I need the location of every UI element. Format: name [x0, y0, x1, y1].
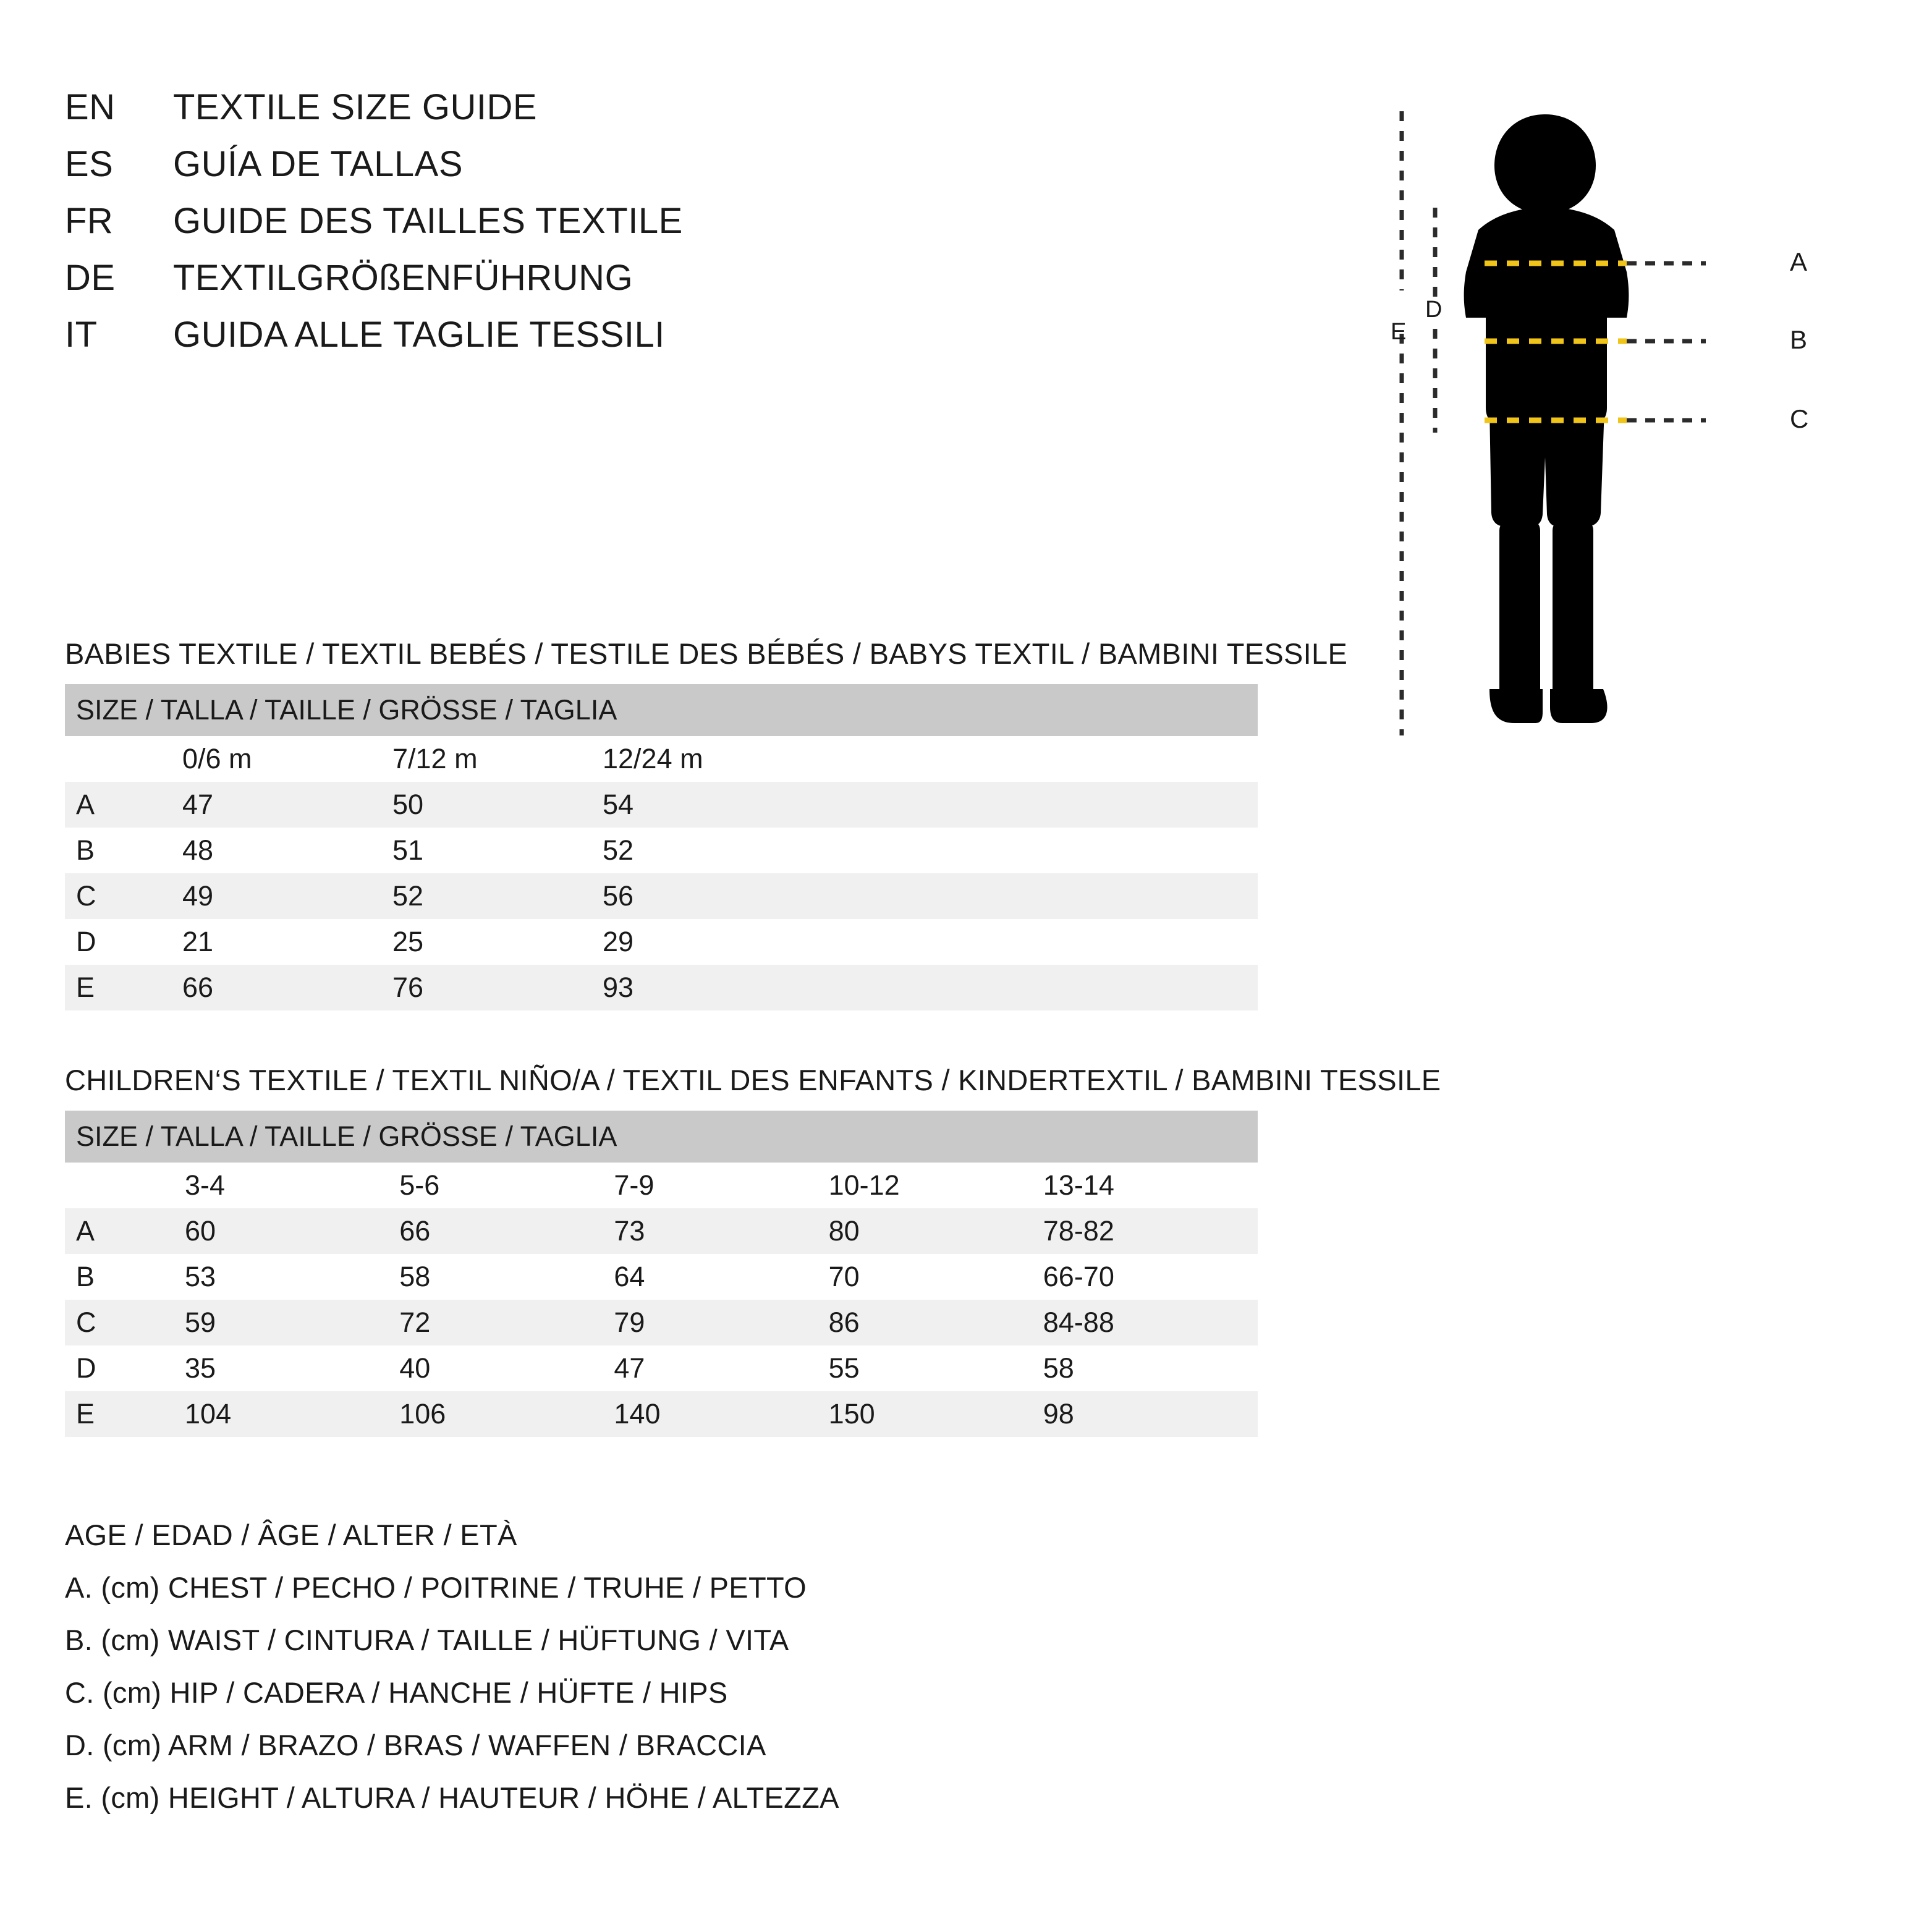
cell-value: 54: [603, 782, 813, 828]
babies-size-table: [65, 684, 1258, 1010]
column-header: 5-6: [399, 1163, 614, 1208]
row-label: B: [65, 828, 182, 873]
figure-label-c: C: [1790, 404, 1809, 433]
legend-waist: B. (cm) WAIST / CINTURA / TAILLE / HÜFTUNG / VITA: [65, 1624, 789, 1656]
spacer-cell: [813, 782, 1258, 828]
babies-section-title: BABIES TEXTILE / TEXTIL BEBÉS / TESTILE DES BÉBÉS / BABYS TEXTIL / BAMBINI TESSILE: [65, 637, 1348, 670]
table-column-header-row: [65, 1163, 1258, 1208]
table-row: [65, 1300, 1258, 1345]
figure-label-d: D: [1425, 297, 1443, 323]
legend-hip: C. (cm) HIP / CADERA / HANCHE / HÜFTE / HIPS: [65, 1676, 728, 1709]
figure-label-e: E: [1391, 319, 1407, 345]
cell-value: 55: [829, 1345, 1043, 1391]
cell-value: 66: [182, 965, 392, 1010]
cell-value: 79: [614, 1300, 828, 1345]
children-section-title: CHILDREN‘S TEXTILE / TEXTIL NIÑO/A / TEXTIL DES ENFANTS / KINDERTEXTIL / BAMBINI TESSILE: [65, 1064, 1441, 1096]
legend-age: AGE / EDAD / ÂGE / ALTER / ETÀ: [65, 1519, 517, 1551]
language-code: ES: [65, 144, 114, 184]
language-title: GUIDE DES TAILLES TEXTILE: [173, 201, 683, 241]
language-title: TEXTILE SIZE GUIDE: [173, 87, 538, 127]
row-label: E: [65, 1391, 185, 1437]
cell-value: 51: [392, 828, 603, 873]
language-row-es: [65, 143, 1239, 200]
table-header-band: [65, 684, 1258, 736]
cell-value: 93: [603, 965, 813, 1010]
row-label: C: [65, 1300, 185, 1345]
table-row: [65, 873, 1258, 919]
table-column-header-row: [65, 736, 1258, 782]
figure-label-b: B: [1790, 325, 1808, 354]
legend-chest: A. (cm) CHEST / PECHO / POITRINE / TRUHE / PETTO: [65, 1571, 807, 1604]
language-row-en: [65, 87, 1239, 143]
cell-value: 47: [614, 1345, 828, 1391]
cell-value: 58: [399, 1254, 614, 1300]
row-label: E: [65, 965, 182, 1010]
cell-value: 58: [1043, 1345, 1258, 1391]
cell-value: 98: [1043, 1391, 1258, 1437]
cell-value: 72: [399, 1300, 614, 1345]
cell-value: 104: [185, 1391, 399, 1437]
cell-value: 66-70: [1043, 1254, 1258, 1300]
legend-arm: D. (cm) ARM / BRAZO / BRAS / WAFFEN / BRACCIA: [65, 1729, 766, 1761]
spacer-cell: [813, 736, 1258, 782]
language-code: EN: [65, 87, 116, 127]
row-label: D: [65, 1345, 185, 1391]
row-label: C: [65, 873, 182, 919]
cell-value: 47: [182, 782, 392, 828]
measurement-figure: [1391, 87, 1885, 766]
cell-value: 84-88: [1043, 1300, 1258, 1345]
empty-corner: [65, 736, 182, 782]
language-title: GUIDA ALLE TAGLIE TESSILI: [173, 315, 665, 355]
cell-value: 52: [603, 828, 813, 873]
table-row: [65, 1345, 1258, 1391]
table-row: [65, 828, 1258, 873]
language-code: FR: [65, 201, 114, 241]
measure-leaders: [1627, 263, 1706, 420]
table-row: [65, 1391, 1258, 1437]
row-label: B: [65, 1254, 185, 1300]
language-row-it: [65, 314, 1239, 371]
language-code: DE: [65, 258, 116, 298]
language-header: [65, 87, 1239, 371]
empty-corner: [65, 1163, 185, 1208]
language-row-fr: [65, 200, 1239, 257]
column-header: 13-14: [1043, 1163, 1258, 1208]
babies-section: [65, 637, 1348, 1010]
cell-value: 80: [829, 1208, 1043, 1254]
cell-value: 56: [603, 873, 813, 919]
column-header: 7-9: [614, 1163, 828, 1208]
language-code: IT: [65, 315, 98, 355]
table-header-band: [65, 1111, 1258, 1163]
column-header: 7/12 m: [392, 736, 603, 782]
table-row: [65, 782, 1258, 828]
spacer-cell: [813, 919, 1258, 965]
cell-value: 59: [185, 1300, 399, 1345]
cell-value: 106: [399, 1391, 614, 1437]
cell-value: 66: [399, 1208, 614, 1254]
babies-band-label: SIZE / TALLA / TAILLE / GRÖSSE / TAGLIA: [65, 684, 1258, 736]
column-header: 0/6 m: [182, 736, 392, 782]
cell-value: 78-82: [1043, 1208, 1258, 1254]
row-label: D: [65, 919, 182, 965]
language-title: TEXTILGRÖßENFÜHRUNG: [173, 258, 633, 298]
language-title: GUÍA DE TALLAS: [173, 144, 464, 184]
children-section: [65, 1063, 1441, 1437]
table-row: [65, 919, 1258, 965]
language-row-de: [65, 257, 1239, 314]
table-row: [65, 1208, 1258, 1254]
cell-value: 140: [614, 1391, 828, 1437]
cell-value: 73: [614, 1208, 828, 1254]
children-size-table: [65, 1111, 1258, 1437]
cell-value: 53: [185, 1254, 399, 1300]
spacer-cell: [813, 828, 1258, 873]
spacer-cell: [813, 873, 1258, 919]
measurement-legend: [65, 1520, 1363, 1836]
cell-value: 21: [182, 919, 392, 965]
row-label: A: [65, 782, 182, 828]
cell-value: 150: [829, 1391, 1043, 1437]
cell-value: 52: [392, 873, 603, 919]
column-header: 3-4: [185, 1163, 399, 1208]
cell-value: 60: [185, 1208, 399, 1254]
table-row: [65, 965, 1258, 1010]
cell-value: 29: [603, 919, 813, 965]
spacer-cell: [813, 965, 1258, 1010]
cell-value: 64: [614, 1254, 828, 1300]
column-header: 12/24 m: [603, 736, 813, 782]
row-label: A: [65, 1208, 185, 1254]
column-header: 10-12: [829, 1163, 1043, 1208]
cell-value: 76: [392, 965, 603, 1010]
cell-value: 86: [829, 1300, 1043, 1345]
children-band-label: SIZE / TALLA / TAILLE / GRÖSSE / TAGLIA: [65, 1111, 1258, 1163]
cell-value: 25: [392, 919, 603, 965]
cell-value: 40: [399, 1345, 614, 1391]
cell-value: 70: [829, 1254, 1043, 1300]
cell-value: 48: [182, 828, 392, 873]
cell-value: 49: [182, 873, 392, 919]
legend-height: E. (cm) HEIGHT / ALTURA / HAUTEUR / HÖHE / ALTEZZA: [65, 1781, 839, 1814]
table-row: [65, 1254, 1258, 1300]
cell-value: 35: [185, 1345, 399, 1391]
cell-value: 50: [392, 782, 603, 828]
figure-label-a: A: [1790, 247, 1808, 276]
